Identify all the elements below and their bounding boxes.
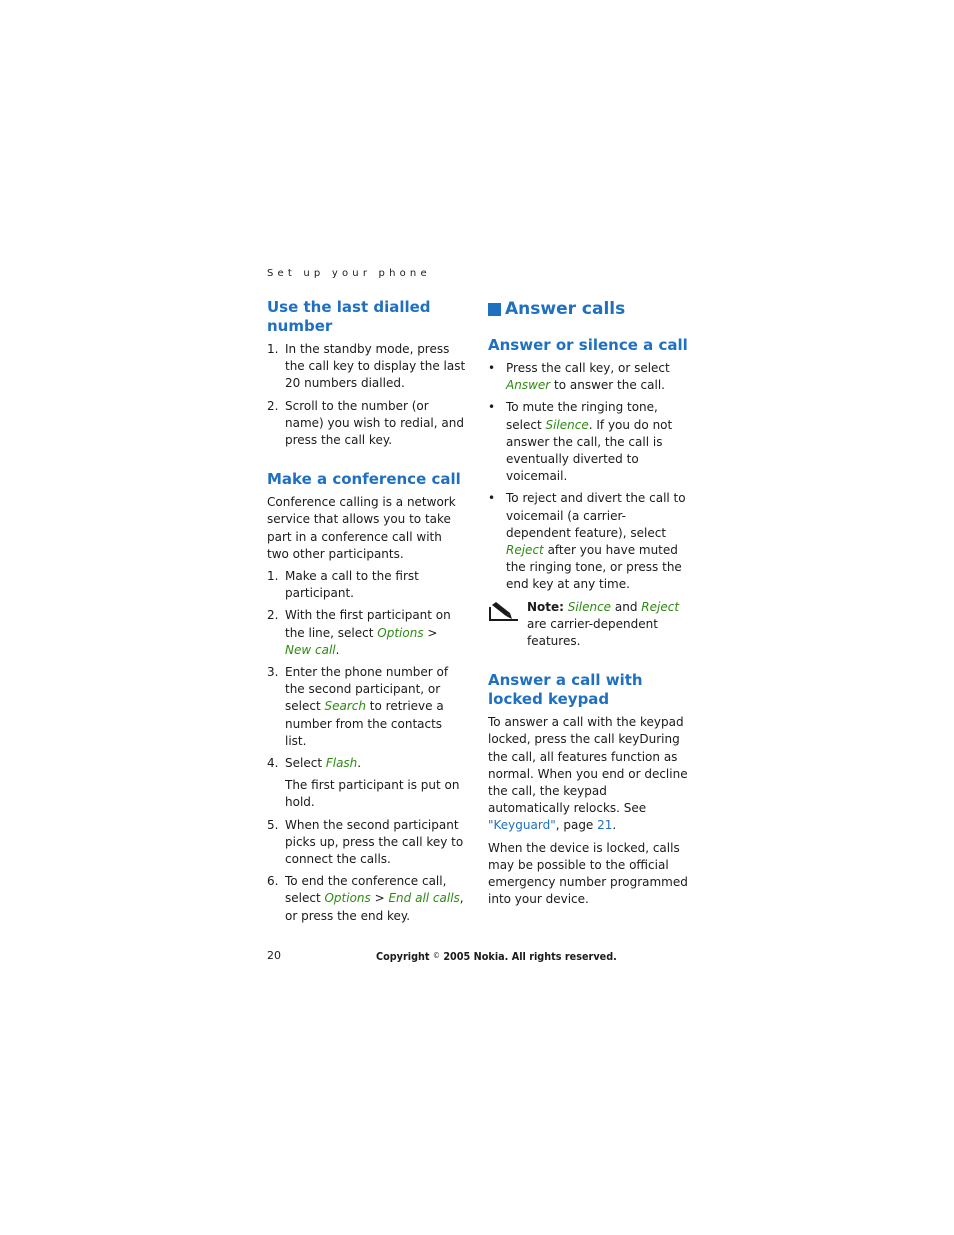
list-item: 1. In the standby mode, press the call key to display the last 20 numbers dialled.	[267, 342, 466, 391]
conference-steps	[267, 568, 467, 772]
menu-option-search: Search	[324, 699, 366, 714]
list-item: 3. Enter the phone number of the second participant, or select Search to retrieve a number from the contacts list.	[267, 665, 449, 748]
section-title-locked-keypad: Answer a call with locked keypad	[488, 671, 643, 709]
chapter-title: Answer calls	[488, 298, 688, 320]
section-title-conference-call: Make a conference call	[267, 470, 461, 489]
emergency-text: When the device is locked, calls may be possible to the official emergency number programmed into your device.	[488, 840, 688, 907]
answer-silence-list	[488, 360, 688, 594]
menu-option-new-call: New call	[285, 642, 336, 657]
menu-option-options: Options	[324, 891, 371, 906]
note-pen-icon	[488, 600, 520, 622]
copyright-notice: Copyright © 2005 Nokia. All rights reserved.	[376, 950, 617, 963]
square-bullet-icon	[488, 303, 501, 316]
list-item: 2. With the first participant on the line, select Options > New call.	[267, 608, 451, 657]
list-item: 4. Select Flash.	[267, 756, 362, 771]
last-dialled-steps	[267, 341, 467, 449]
menu-option-reject: Reject	[506, 543, 544, 558]
menu-option-reject: Reject	[641, 599, 680, 614]
list-item: 5. When the second participant picks up, press the call key to connect the calls.	[267, 817, 464, 867]
conference-steps-continued	[267, 817, 467, 925]
menu-option-end-all-calls: End all calls	[388, 891, 460, 906]
conference-intro: Conference calling is a network service that allows you to take part in a conference call with two other participants.	[267, 495, 456, 561]
page-link[interactable]: 21	[597, 818, 613, 833]
page-number: 20	[267, 949, 281, 962]
running-head: Set up your phone	[267, 268, 431, 279]
menu-option-options: Options	[377, 625, 424, 640]
note-label: Note:	[527, 599, 564, 614]
keyguard-link[interactable]: "Keyguard"	[488, 818, 556, 833]
list-item: 1. Make a call to the first participant.	[267, 569, 419, 601]
menu-option-silence: Silence	[567, 599, 612, 614]
section-title-answer-silence: Answer or silence a call	[488, 336, 688, 354]
note-box: Note: Silence and Reject are carrier-dependent features.	[488, 599, 688, 651]
menu-option-silence: Silence	[545, 417, 589, 432]
list-item: 2. Scroll to the number (or name) you wish to redial, and press the call key.	[267, 398, 464, 448]
list-item: • Press the call key, or select Answer to answer the call.	[488, 361, 670, 393]
left-column	[267, 298, 467, 930]
menu-option-answer: Answer	[506, 378, 551, 393]
flash-result-text: The first participant is put on hold.	[285, 778, 460, 810]
list-item: • To mute the ringing tone, select Silence. If you do not answer the call, the call is eventually diverted to voicemail.	[488, 400, 673, 484]
locked-keypad-text: To answer a call with the keypad locked, press the call keyDuring the call, all features function as normal. When you end or decline the call, the keypad automatically relocks. See "Keyguard", page 21.	[488, 715, 688, 833]
menu-option-flash: Flash	[325, 756, 358, 771]
right-column	[488, 298, 688, 913]
section-title-last-dialled: Use the last dialled number	[267, 298, 431, 335]
list-item: • To reject and divert the call to voicemail (a carrier-dependent feature), select Reject after you have muted the ringing tone, or press the end key at any time.	[488, 491, 686, 592]
list-item: 6. To end the conference call, select Options > End all calls, or press the end key.	[267, 874, 464, 923]
